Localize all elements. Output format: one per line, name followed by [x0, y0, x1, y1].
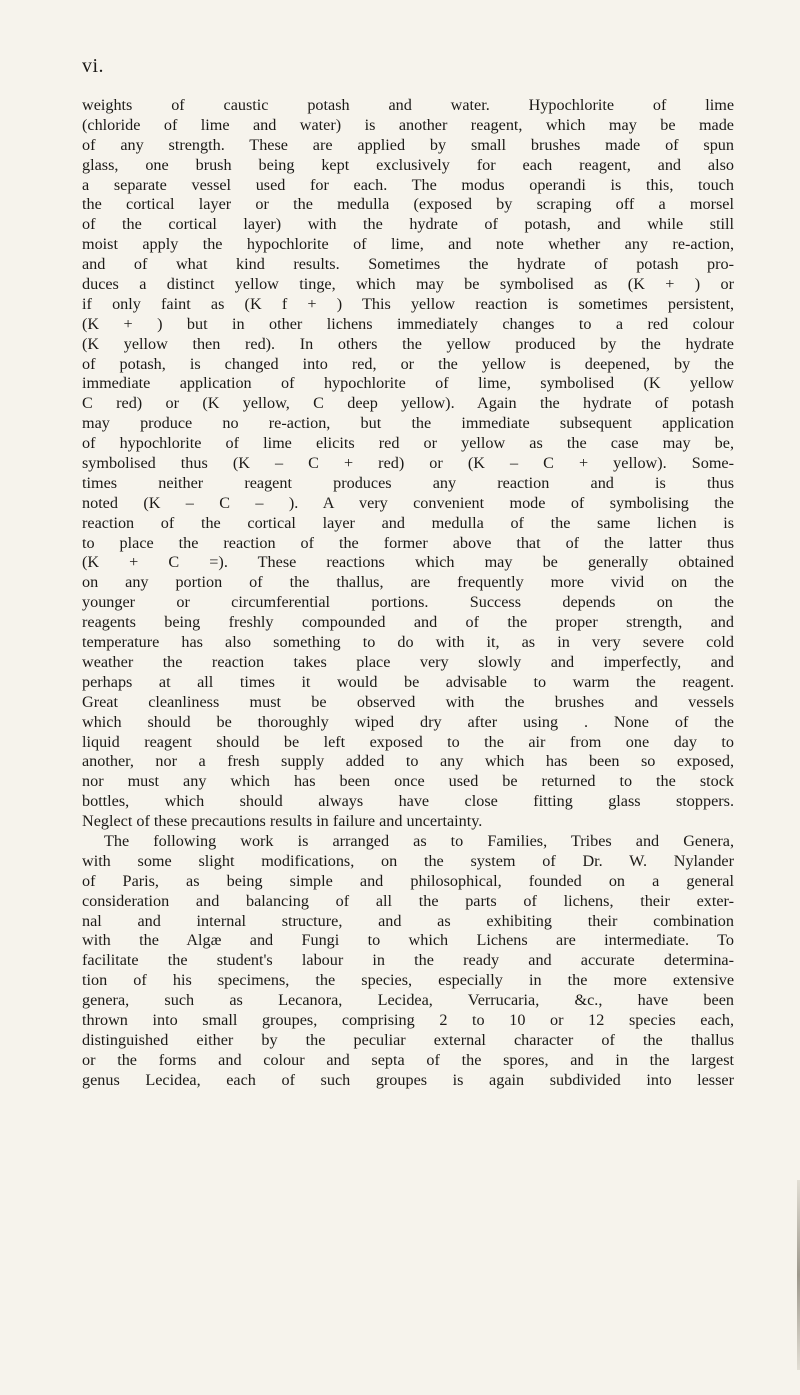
text-line: (K + C =). These reactions which may be generally obtained	[82, 553, 734, 572]
text-line: genus Lecidea, each of such groupes is again subdivided into lesser	[82, 1070, 734, 1089]
text-line: the cortical layer or the medulla (exposed by scraping off a morsel	[82, 195, 734, 214]
text-line: moist apply the hypochlorite of lime, and note whether any re-action,	[82, 235, 734, 254]
text-line: duces a distinct yellow tinge, which may be symbolised as (K + ) or	[82, 275, 734, 294]
text-line: on any portion of the thallus, are frequently more vivid on the	[82, 573, 734, 592]
text-line: to place the reaction of the former above that of the latter thus	[82, 533, 734, 552]
text-line: tion of his specimens, the species, especially in the more extensive	[82, 971, 734, 990]
body-text	[82, 96, 734, 1091]
text-line: reagents being freshly compounded and of the proper strength, and	[82, 613, 734, 632]
text-line: if only faint as (K f + ) This yellow reaction is sometimes persistent,	[82, 294, 734, 313]
text-line: Neglect of these precautions results in failure and uncertainty.	[82, 812, 483, 831]
text-line: of any strength. These are applied by small brushes made of spun	[82, 135, 734, 154]
text-line: or the forms and colour and septa of the spores, and in the largest	[82, 1050, 734, 1069]
page-number: vi.	[82, 55, 105, 77]
text-line: which should be thoroughly wiped dry after using . None of the	[82, 712, 734, 731]
text-line: times neither reagent produces any reaction and is thus	[82, 473, 734, 492]
text-line: thrown into small groupes, comprising 2 to 10 or 12 species each,	[82, 1010, 734, 1029]
text-line: of hypochlorite of lime elicits red or yellow as the case may be,	[82, 434, 734, 453]
text-line: C red) or (K yellow, C deep yellow). Again the hydrate of potash	[82, 394, 734, 413]
text-line: (K + ) but in other lichens immediately changes to a red colour	[82, 314, 734, 333]
text-line: weights of caustic potash and water. Hypochlorite of lime	[82, 96, 734, 114]
text-line: The following work is arranged as to Families, Tribes and Genera,	[104, 831, 734, 850]
text-line: a separate vessel used for each. The modus operandi is this, touch	[82, 175, 734, 194]
text-line: consideration and balancing of all the parts of lichens, their exter-	[82, 891, 734, 910]
text-line: of Paris, as being simple and philosophical, founded on a general	[82, 871, 734, 890]
text-line: reaction of the cortical layer and medulla of the same lichen is	[82, 513, 734, 532]
text-line: (K yellow then red). In others the yellow produced by the hydrate	[82, 334, 734, 353]
text-line: perhaps at all times it would be advisable to warm the reagent.	[82, 672, 734, 691]
text-line: temperature has also something to do with it, as in very severe cold	[82, 633, 734, 652]
text-line: younger or circumferential portions. Success depends on the	[82, 593, 734, 612]
text-line: with some slight modifications, on the system of Dr. W. Nylander	[82, 851, 734, 870]
text-line: facilitate the student's labour in the ready and accurate determina-	[82, 951, 734, 970]
text-line: of potash, is changed into red, or the yellow is deepened, by the	[82, 354, 734, 373]
text-line: immediate application of hypochlorite of lime, symbolised (K yellow	[82, 374, 734, 393]
text-line: distinguished either by the peculiar external character of the thallus	[82, 1030, 734, 1049]
text-line: of the cortical layer) with the hydrate of potash, and while still	[82, 215, 734, 234]
text-line: another, nor a fresh supply added to any which has been so exposed,	[82, 752, 734, 771]
text-line: noted (K – C – ). A very convenient mode of symbolising the	[82, 493, 734, 512]
text-line: and of what kind results. Sometimes the hydrate of potash pro-	[82, 255, 734, 274]
text-line: liquid reagent should be left exposed to the air from one day to	[82, 732, 734, 751]
text-line: nal and internal structure, and as exhibiting their combination	[82, 911, 734, 930]
text-line: glass, one brush being kept exclusively for each reagent, and also	[82, 155, 734, 174]
text-line: with the Algæ and Fungi to which Lichens are intermediate. To	[82, 931, 734, 950]
text-line: (chloride of lime and water) is another reagent, which may be made	[82, 115, 734, 134]
text-line: weather the reaction takes place very slowly and imperfectly, and	[82, 652, 734, 671]
text-line: nor must any which has been once used be returned to the stock	[82, 772, 734, 791]
text-line: symbolised thus (K – C + red) or (K – C + yellow). Some-	[82, 454, 734, 473]
text-line: Great cleanliness must be observed with the brushes and vessels	[82, 692, 734, 711]
text-line: may produce no re-action, but the immediate subsequent application	[82, 414, 734, 433]
text-line: genera, such as Lecanora, Lecidea, Verrucaria, &c., have been	[82, 991, 734, 1010]
text-line: bottles, which should always have close fitting glass stoppers.	[82, 792, 734, 811]
